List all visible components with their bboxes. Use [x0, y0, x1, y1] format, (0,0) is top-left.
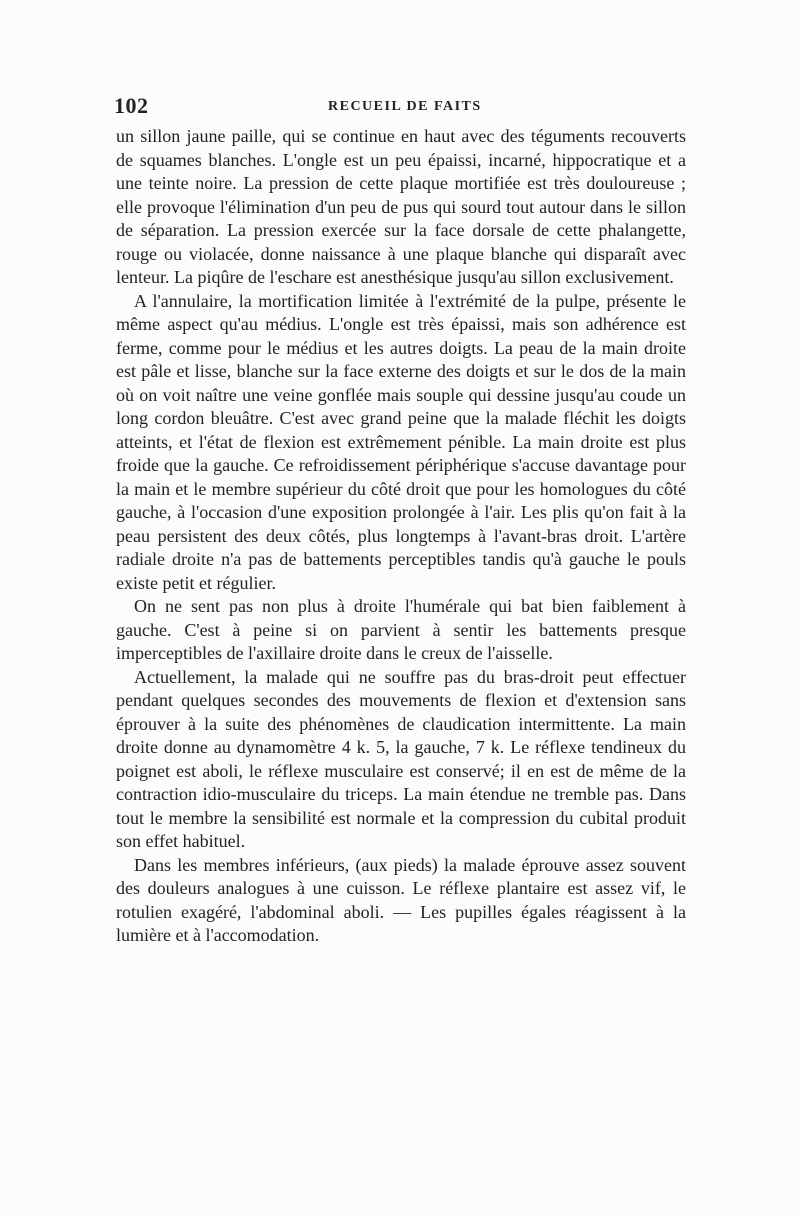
page-number: 102: [114, 93, 149, 118]
paragraph-4: Actuellement, la malade qui ne souffre pas du bras-droit peut effectuer pendant quelques secondes des mouvements de flexion et d'extension sans éprouver à la suite des phénomènes de claudication intermittente. La main droite donne au dynamomètre 4 k. 5, la gauche, 7 k. Le réflexe tendineux du poignet est aboli, le réflexe musculaire est conservé; il en est de même de la contraction idio-musculaire du triceps. La main étendue ne tremble pas. Dans tout le membre la sensibilité est normale et la compression du cubital produit son effet habituel.: [116, 666, 686, 851]
page-header: [114, 93, 686, 121]
paragraph-1: un sillon jaune paille, qui se continue en haut avec des téguments recouverts de squames blanches. L'ongle est un peu épaissi, incarné, hippocratique et a une teinte noire. La pression de cette plaque mortifiée est très douloureuse ; elle provoque l'élimination d'un peu de pus qui sourd tout autour dans le sillon de séparation. La pression exercée sur la face dorsale de cette phalangette, rouge ou violacée, donne naissance à une plaque blanche qui disparaît avec lenteur. La piqûre de l'eschare est anesthésique jusqu'au sillon exclusivement.: [116, 126, 686, 287]
page-body: [116, 125, 686, 948]
running-title: RECUEIL DE FAITS: [328, 99, 482, 114]
paragraph-2: A l'annulaire, la mortification limitée à l'extrémité de la pulpe, présente le même aspect qu'au médius. L'ongle est très épaissi, mais son adhérence est ferme, comme pour le médius et les autres doigts. La peau de la main droite est pâle et lisse, blanche sur la face externe des doigts et sur le dos de la main où on voit naître une veine gonflée mais souple qui dessine jusqu'au coude un long cordon bleuâtre. C'est avec grand peine que la malade fléchit les doigts atteints, et l'état de flexion est extrêmement pénible. La main droite est plus froide que la gauche. Ce refroidissement périphérique s'accuse davantage pour la main et le membre supérieur du côté droit que pour les homologues du côté gauche, à l'occasion d'une exposition prolongée à l'air. Les plis qu'on fait à la peau persistent des deux côtés, plus longtemps à l'avant-bras droit. L'artère radiale droite n'a pas de battements perceptibles tandis qu'à gauche le pouls existe petit et régulier.: [116, 290, 686, 593]
paragraph-5: Dans les membres inférieurs, (aux pieds) la malade éprouve assez souvent des douleurs analogues à une cuisson. Le réflexe plantaire est assez vif, le rotulien exagéré, l'abdominal aboli. — Les pupilles égales réagissent à la lumière et à l'accomodation.: [116, 854, 686, 945]
paragraph-3: On ne sent pas non plus à droite l'humérale qui bat bien faiblement à gauche. C'est à peine si on parvient à sentir les battements presque imperceptibles de l'axillaire droite dans le creux de l'aisselle.: [116, 596, 686, 663]
